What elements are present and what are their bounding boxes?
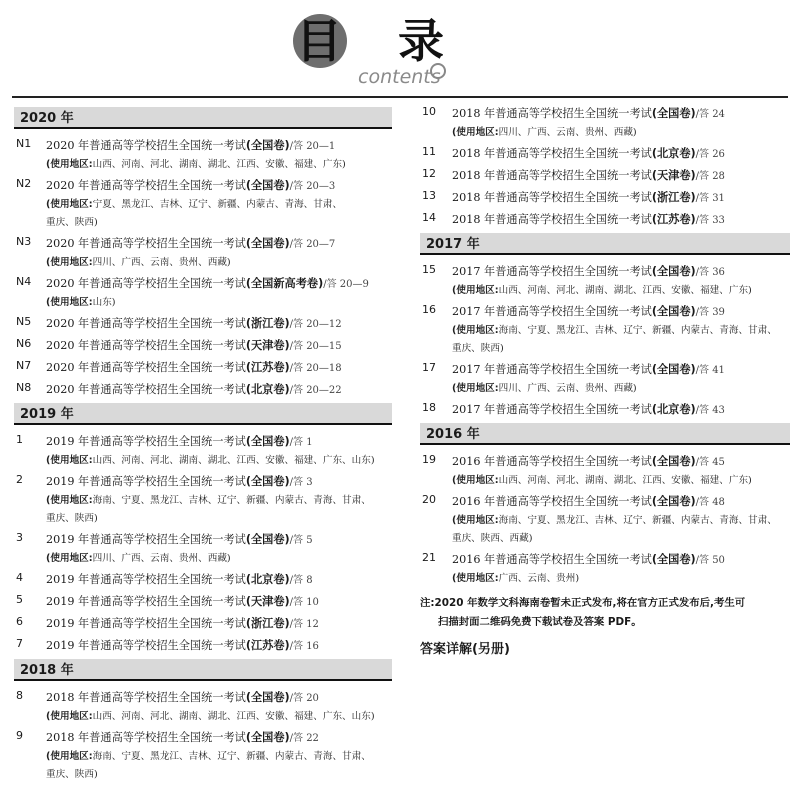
- entry-answer-page: /答 50: [695, 555, 725, 566]
- page-subtitle: contents: [358, 66, 441, 88]
- toc-entry[interactable]: [14, 137, 392, 174]
- entry-usage-area: [452, 472, 790, 490]
- entry-title: 2017 年普通高等学校招生全国统一考试: [452, 403, 652, 416]
- toc-entry[interactable]: [420, 189, 790, 208]
- note: [420, 594, 790, 632]
- entry-title-line: [452, 303, 790, 322]
- entry-number: 11: [422, 145, 436, 158]
- toc-entry[interactable]: [14, 729, 392, 784]
- year-label: 2019 年: [20, 407, 74, 422]
- usage-label: (使用地区:: [46, 711, 93, 722]
- entry-paper: (全国卷): [245, 237, 290, 250]
- entry-paper: (天津卷): [245, 339, 290, 352]
- entry-usage-area-cont: 重庆、陕西): [46, 217, 98, 228]
- entry-title: 2020 年普通高等学校招生全国统一考试: [46, 383, 246, 396]
- usage-label: (使用地区:: [452, 515, 499, 526]
- usage-regions: 山西、河南、河北、湖南、湖北、江西、安徽、福建、广东): [498, 285, 752, 296]
- entry-title-line: [46, 433, 392, 452]
- usage-label: (使用地区:: [46, 257, 93, 268]
- entry-usage-area: [452, 512, 790, 530]
- toc-entry[interactable]: [14, 235, 392, 272]
- entry-title: 2017 年普通高等学校招生全国统一考试: [452, 265, 652, 278]
- entry-paper: (全国卷): [245, 179, 290, 192]
- entry-usage-area-cont: 重庆、陕西): [46, 769, 98, 780]
- entry-paper: (全国卷): [651, 455, 696, 468]
- toc-entry[interactable]: [14, 433, 392, 470]
- entry-title-line: [46, 637, 392, 656]
- usage-regions: 山西、河南、河北、湖南、湖北、江西、安徽、福建、广东、山东): [92, 455, 375, 466]
- usage-regions: 海南、宁夏、黑龙江、吉林、辽宁、新疆、内蒙古、青海、甘肃、: [498, 515, 777, 526]
- entry-answer-page: /答 36: [695, 267, 725, 278]
- entry-answer-page: /答 20—18: [289, 363, 342, 374]
- entry-title: 2019 年普通高等学校招生全国统一考试: [46, 595, 246, 608]
- entry-number: 19: [422, 453, 436, 466]
- entry-title: 2017 年普通高等学校招生全国统一考试: [452, 305, 652, 318]
- entry-title-line: [452, 493, 790, 512]
- entry-title: 2019 年普通高等学校招生全国统一考试: [46, 475, 246, 488]
- entry-title-line: [46, 315, 392, 334]
- entry-number: 12: [422, 167, 436, 180]
- entry-paper: (全国卷): [245, 691, 290, 704]
- toc-entry[interactable]: [14, 593, 392, 612]
- entry-answer-page: /答 20—7: [289, 239, 336, 250]
- toc-entry[interactable]: [420, 105, 790, 142]
- entry-title-line: [452, 145, 790, 164]
- entry-usage-area: [46, 294, 392, 312]
- entry-answer-page: /答 20—1: [289, 141, 336, 152]
- entry-answer-page: /答 28: [695, 171, 725, 182]
- usage-regions: 海南、宁夏、黑龙江、吉林、辽宁、新疆、内蒙古、青海、甘肃、: [92, 751, 371, 762]
- usage-label: (使用地区:: [46, 297, 93, 308]
- entry-number: 14: [422, 211, 436, 224]
- entry-paper: (天津卷): [651, 169, 696, 182]
- entry-paper: (全国卷): [651, 305, 696, 318]
- entry-number: 13: [422, 189, 436, 202]
- usage-regions: 海南、宁夏、黑龙江、吉林、辽宁、新疆、内蒙古、青海、甘肃、: [92, 495, 371, 506]
- entry-title-line: [452, 551, 790, 570]
- toc-entry[interactable]: [420, 303, 790, 358]
- entry-number: 10: [422, 105, 436, 118]
- entry-answer-page: /答 12: [289, 619, 319, 630]
- entry-answer-page: /答 24: [695, 109, 725, 120]
- usage-regions: 四川、广西、云南、贵州、西藏): [92, 257, 231, 268]
- usage-regions: 四川、广西、云南、贵州、西藏): [498, 383, 637, 394]
- toc-entry[interactable]: [420, 361, 790, 398]
- entry-number: 9: [16, 729, 23, 742]
- entry-number: 3: [16, 531, 23, 544]
- entry-title-line: [452, 189, 790, 208]
- entry-answer-page: /答 1: [289, 437, 313, 448]
- entry-number: 2: [16, 473, 23, 486]
- note-line-2: 扫描封面二维码免费下载试卷及答案 PDF。: [438, 616, 642, 628]
- toc-entry[interactable]: [14, 359, 392, 378]
- entry-usage-area: [46, 156, 392, 174]
- entry-answer-page: /答 10: [289, 597, 319, 608]
- entry-title: 2018 年普通高等学校招生全国统一考试: [452, 213, 652, 226]
- toc-entry[interactable]: [420, 453, 790, 490]
- entry-paper: (全国卷): [245, 475, 290, 488]
- entry-number: 4: [16, 571, 23, 584]
- usage-regions: 山西、河南、河北、湖南、湖北、江西、安徽、福建、广东): [92, 159, 346, 170]
- entry-number: 17: [422, 361, 436, 374]
- year-label: 2018 年: [20, 663, 74, 678]
- entry-number: N7: [16, 359, 32, 372]
- entry-answer-page: /答 20—9: [323, 279, 369, 290]
- entry-title-line: [46, 177, 392, 196]
- year-header: [14, 403, 392, 425]
- toc-entry[interactable]: [14, 531, 392, 568]
- usage-label: (使用地区:: [452, 573, 499, 584]
- entry-title-line: [46, 137, 392, 156]
- usage-regions: 山西、河南、河北、湖南、湖北、江西、安徽、福建、广东、山东): [92, 711, 375, 722]
- toc-entry[interactable]: [14, 177, 392, 232]
- entry-title-line: [452, 211, 790, 230]
- entry-answer-page: /答 3: [289, 477, 313, 488]
- toc-entry[interactable]: [420, 167, 790, 186]
- entry-usage-area: [452, 282, 790, 300]
- usage-label: (使用地区:: [46, 751, 93, 762]
- note-line-1: 注:2020 年数学文科海南卷暂未正式发布,将在官方正式发布后,考生可: [420, 597, 746, 609]
- toc-entry[interactable]: [420, 493, 790, 548]
- usage-regions: 四川、广西、云南、贵州、西藏): [498, 127, 637, 138]
- entry-paper: (江苏卷): [651, 213, 696, 226]
- entry-title: 2019 年普通高等学校招生全国统一考试: [46, 573, 246, 586]
- toc-entry[interactable]: [14, 315, 392, 334]
- entry-number: N8: [16, 381, 32, 394]
- entry-paper: (北京卷): [245, 383, 290, 396]
- entry-title-line: [452, 453, 790, 472]
- entry-usage-area: [452, 124, 790, 142]
- entry-title-line: [46, 531, 392, 550]
- ring-decoration: [430, 63, 446, 79]
- toc-entry[interactable]: [420, 263, 790, 300]
- answers-label: 答案详解(另册): [420, 642, 510, 657]
- entry-answer-page: /答 20: [289, 693, 319, 704]
- entry-number: 21: [422, 551, 436, 564]
- entry-paper: (北京卷): [651, 147, 696, 160]
- entry-usage-area: [46, 550, 392, 568]
- entry-number: N5: [16, 315, 32, 328]
- entry-number: 7: [16, 637, 23, 650]
- entry-number: N1: [16, 137, 32, 150]
- entry-title: 2018 年普通高等学校招生全国统一考试: [452, 191, 652, 204]
- entry-number: N3: [16, 235, 32, 248]
- usage-regions: 四川、广西、云南、贵州、西藏): [92, 553, 231, 564]
- entry-title: 2020 年普通高等学校招生全国统一考试: [46, 361, 246, 374]
- entry-title-line: [452, 167, 790, 186]
- usage-label: (使用地区:: [452, 285, 499, 296]
- year-label: 2017 年: [426, 237, 480, 252]
- entry-title-line: [46, 275, 392, 294]
- year-label: 2016 年: [426, 427, 480, 442]
- entry-title: 2017 年普通高等学校招生全国统一考试: [452, 363, 652, 376]
- entry-title-line: [46, 571, 392, 590]
- usage-label: (使用地区:: [46, 159, 93, 170]
- entry-title-line: [46, 729, 392, 748]
- entry-title: 2020 年普通高等学校招生全国统一考试: [46, 339, 246, 352]
- entry-paper: (全国卷): [651, 265, 696, 278]
- entry-title: 2019 年普通高等学校招生全国统一考试: [46, 617, 246, 630]
- entry-usage-area-cont: 重庆、陕西、西藏): [452, 533, 533, 544]
- entry-title: 2018 年普通高等学校招生全国统一考试: [46, 731, 246, 744]
- entry-title: 2016 年普通高等学校招生全国统一考试: [452, 455, 652, 468]
- toc-entry[interactable]: [14, 571, 392, 590]
- entry-paper: (北京卷): [651, 403, 696, 416]
- year-header: [420, 423, 790, 445]
- entry-answer-page: /答 20—3: [289, 181, 336, 192]
- page-title: 目 录: [296, 14, 465, 68]
- entry-paper: (全国卷): [245, 139, 290, 152]
- entry-usage-area: [452, 322, 790, 340]
- entry-title-line: [46, 689, 392, 708]
- entry-number: 16: [422, 303, 436, 316]
- usage-label: (使用地区:: [452, 325, 499, 336]
- entry-paper: (北京卷): [245, 573, 290, 586]
- entry-number: 15: [422, 263, 436, 276]
- entry-answer-page: /答 48: [695, 497, 725, 508]
- usage-regions: 广西、云南、贵州): [498, 573, 580, 584]
- entry-title-line: [452, 361, 790, 380]
- entry-number: 1: [16, 433, 23, 446]
- usage-label: (使用地区:: [46, 495, 93, 506]
- usage-label: (使用地区:: [46, 553, 93, 564]
- usage-regions: 海南、宁夏、黑龙江、吉林、辽宁、新疆、内蒙古、青海、甘肃、: [498, 325, 777, 336]
- toc-entry[interactable]: [14, 689, 392, 726]
- entry-number: 8: [16, 689, 23, 702]
- entry-answer-page: /答 45: [695, 457, 725, 468]
- entry-paper: (全国卷): [651, 107, 696, 120]
- usage-regions: 宁夏、黑龙江、吉林、辽宁、新疆、内蒙古、青海、甘肃、: [92, 199, 343, 210]
- entry-usage-area: [46, 452, 392, 470]
- usage-label: (使用地区:: [46, 455, 93, 466]
- entry-usage-area: [46, 748, 392, 766]
- header-rule: [12, 96, 788, 98]
- entry-paper: (浙江卷): [245, 317, 290, 330]
- entry-usage-area: [46, 196, 392, 214]
- entry-title: 2018 年普通高等学校招生全国统一考试: [46, 691, 246, 704]
- entry-title: 2018 年普通高等学校招生全国统一考试: [452, 169, 652, 182]
- entry-usage-area-cont: 重庆、陕西): [46, 513, 98, 524]
- entry-title-line: [46, 235, 392, 254]
- entry-number: N2: [16, 177, 32, 190]
- entry-title: 2019 年普通高等学校招生全国统一考试: [46, 435, 246, 448]
- entry-number: 5: [16, 593, 23, 606]
- toc-entry[interactable]: [14, 615, 392, 634]
- usage-regions: 山西、河南、河北、湖南、湖北、江西、安徽、福建、广东): [498, 475, 752, 486]
- entry-usage-area: [452, 570, 790, 588]
- toc-entry[interactable]: [420, 401, 790, 420]
- entry-title: 2018 年普通高等学校招生全国统一考试: [452, 147, 652, 160]
- entry-number: N4: [16, 275, 32, 288]
- entry-answer-page: /答 16: [289, 641, 319, 652]
- entry-number: 6: [16, 615, 23, 628]
- entry-paper: (江苏卷): [245, 639, 290, 652]
- toc-entry[interactable]: [14, 337, 392, 356]
- entry-paper: (全国卷): [651, 495, 696, 508]
- entry-paper: (全国新高考卷): [245, 277, 324, 290]
- entry-paper: (天津卷): [245, 595, 290, 608]
- entry-answer-page: /答 5: [289, 535, 313, 546]
- toc-entry[interactable]: [420, 211, 790, 230]
- entry-answer-page: /答 22: [289, 733, 319, 744]
- entry-paper: (浙江卷): [245, 617, 290, 630]
- entry-title-line: [452, 105, 790, 124]
- entry-title: 2020 年普通高等学校招生全国统一考试: [46, 139, 246, 152]
- entry-title-line: [46, 593, 392, 612]
- entry-title: 2020 年普通高等学校招生全国统一考试: [46, 237, 246, 250]
- entry-title: 2016 年普通高等学校招生全国统一考试: [452, 495, 652, 508]
- entry-title-line: [46, 615, 392, 634]
- year-label: 2020 年: [20, 111, 74, 126]
- year-header: [420, 233, 790, 255]
- entry-title: 2020 年普通高等学校招生全国统一考试: [46, 179, 246, 192]
- toc-entry[interactable]: [14, 381, 392, 400]
- entry-answer-page: /答 8: [289, 575, 313, 586]
- entry-title: 2020 年普通高等学校招生全国统一考试: [46, 277, 246, 290]
- entry-answer-page: /答 33: [695, 215, 725, 226]
- entry-usage-area-cont: 重庆、陕西): [452, 343, 504, 354]
- usage-label: (使用地区:: [452, 383, 499, 394]
- entry-title: 2020 年普通高等学校招生全国统一考试: [46, 317, 246, 330]
- entry-number: 20: [422, 493, 436, 506]
- usage-label: (使用地区:: [452, 475, 499, 486]
- toc-entry[interactable]: [14, 637, 392, 656]
- entry-title-line: [46, 359, 392, 378]
- entry-paper: (全国卷): [245, 731, 290, 744]
- year-header: [14, 107, 392, 129]
- entry-answer-page: /答 20—22: [289, 385, 342, 396]
- toc-entry[interactable]: [420, 145, 790, 164]
- entry-title-line: [452, 263, 790, 282]
- entry-title: 2016 年普通高等学校招生全国统一考试: [452, 553, 652, 566]
- entry-paper: (全国卷): [245, 435, 290, 448]
- entry-usage-area: [452, 380, 790, 398]
- entry-answer-page: /答 41: [695, 365, 725, 376]
- toc-entry[interactable]: [14, 473, 392, 528]
- entry-title-line: [452, 401, 790, 420]
- entry-answer-page: /答 20—15: [289, 341, 342, 352]
- entry-usage-area: [46, 708, 392, 726]
- entry-title: 2019 年普通高等学校招生全国统一考试: [46, 533, 246, 546]
- entry-usage-area: [46, 254, 392, 272]
- toc-entry[interactable]: [14, 275, 392, 312]
- toc-entry[interactable]: [420, 551, 790, 588]
- entry-paper: (浙江卷): [651, 191, 696, 204]
- entry-answer-page: /答 31: [695, 193, 725, 204]
- entry-paper: (全国卷): [651, 553, 696, 566]
- entry-number: 18: [422, 401, 436, 414]
- entry-title: 2018 年普通高等学校招生全国统一考试: [452, 107, 652, 120]
- entry-answer-page: /答 39: [695, 307, 725, 318]
- left-column: [14, 105, 392, 787]
- entry-answer-page: /答 43: [695, 405, 725, 416]
- entry-title-line: [46, 337, 392, 356]
- entry-title-line: [46, 473, 392, 492]
- right-column: [420, 105, 790, 657]
- entry-paper: (江苏卷): [245, 361, 290, 374]
- entry-answer-page: /答 20—12: [289, 319, 342, 330]
- entry-paper: (全国卷): [651, 363, 696, 376]
- entry-answer-page: /答 26: [695, 149, 725, 160]
- entry-paper: (全国卷): [245, 533, 290, 546]
- entry-number: N6: [16, 337, 32, 350]
- page-header: [0, 0, 800, 100]
- entry-title: 2019 年普通高等学校招生全国统一考试: [46, 639, 246, 652]
- usage-regions: 山东): [92, 297, 116, 308]
- usage-label: (使用地区:: [46, 199, 93, 210]
- usage-label: (使用地区:: [452, 127, 499, 138]
- entry-usage-area: [46, 492, 392, 510]
- entry-title-line: [46, 381, 392, 400]
- year-header: [14, 659, 392, 681]
